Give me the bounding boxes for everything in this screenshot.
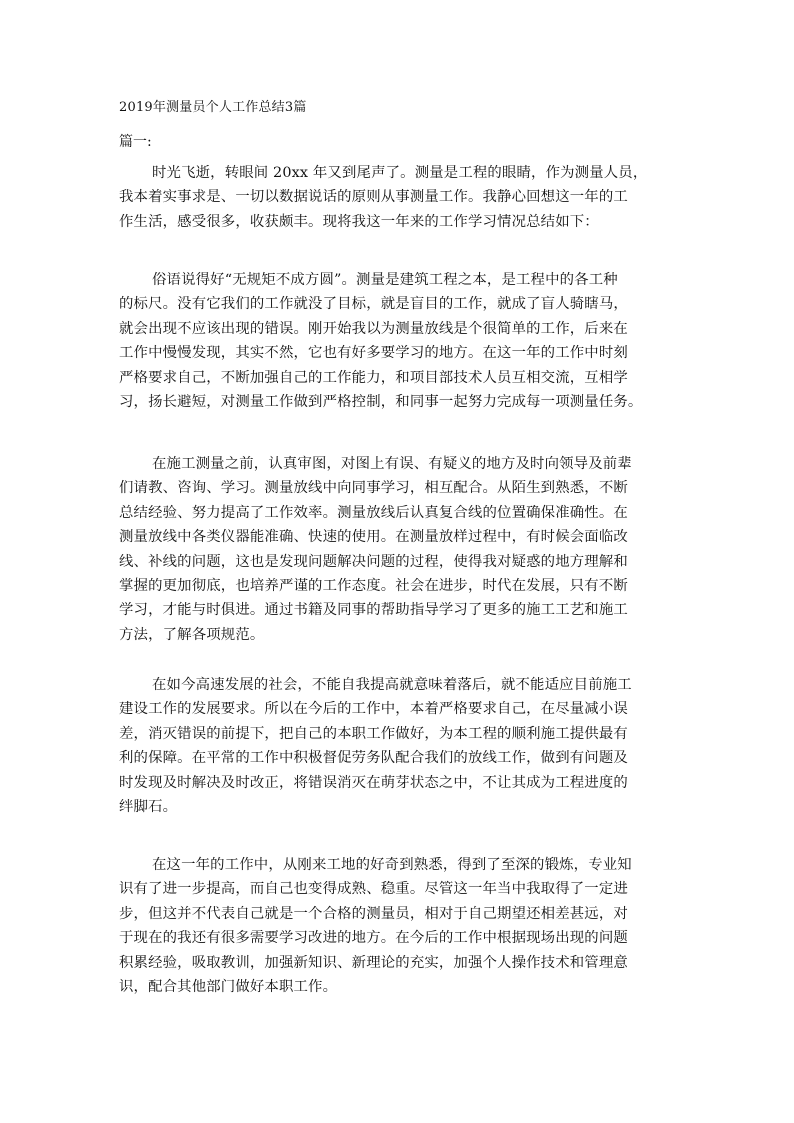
paragraph-line: 利的保障。在平常的工作中积极督促劳务队配合我们的放线工作，做到有问题及 [119, 750, 628, 767]
paragraph-line: 掌握的更加彻底，也培养严谨的工作态度。社会在进步，时代在发展，只有不断 [119, 578, 628, 595]
paragraph-line: 就会出现不应该出现的错误。刚开始我以为测量放线是个很简单的工作，后来在 [119, 320, 628, 337]
paragraph [119, 673, 679, 819]
paragraph [119, 268, 679, 414]
paragraph-line: 们请教、咨询、学习。测量放线中向同事学习，相互配合。从陌生到熟悉，不断 [119, 480, 628, 497]
paragraph-line: 的标尺。没有它我们的工作就没了目标，就是盲目的工作，就成了盲人骑瞎马， [119, 296, 628, 313]
paragraph-line: 工作中慢慢发现，其实不然，它也有好多要学习的地方。在这一年的工作中时刻 [119, 345, 628, 362]
paragraph-line: 作生活，感受很多，收获颇丰。现将我这一年来的工作学习情况总结如下： [119, 213, 599, 230]
paragraph [119, 452, 679, 647]
paragraph-line: 总结经验、努力提高了工作效率。测量放线后认真复合线的位置确保准确性。在 [119, 504, 628, 521]
paragraph-line: 于现在的我还有很多需要学习改进的地方。在今后的工作中根据现场出现的问题 [119, 930, 628, 947]
paragraph-line: 学习，才能与时俱进。通过书籍及同事的帮助指导学习了更多的施工工艺和施工 [119, 602, 628, 619]
document-title: 2019年测量员个人工作总结3篇 [119, 100, 307, 115]
paragraph [119, 853, 679, 999]
paragraph-line: 绊脚石。 [119, 799, 178, 816]
paragraph-line: 建设工作的发展要求。所以在今后的工作中，本着严格要求自己，在尽量减小误 [119, 701, 628, 718]
paragraph-line: 在施工测量之前，认真审图，对图上有误、有疑义的地方及时向领导及前辈 [152, 456, 632, 472]
paragraph-line: 俗语说得好“无规矩不成方圆”。测量是建筑工程之本，是工程中的各工种 [152, 272, 618, 288]
section-label: 篇一: [119, 134, 152, 150]
paragraph-line: 在如今高速发展的社会，不能自我提高就意味着落后，就不能适应目前施工 [152, 677, 632, 693]
paragraph-line: 识有了进一步提高，而自己也变得成熟、稳重。尽管这一年当中我取得了一定进 [119, 881, 628, 898]
paragraph [119, 161, 679, 234]
paragraph-line: 差，消灭错误的前提下，把自己的本职工作做好，为本工程的顺利施工提供最有 [119, 725, 628, 742]
paragraph-line: 测量放线中各类仪器能准确、快速的使用。在测量放样过程中，有时候会面临改 [119, 529, 628, 546]
paragraph-line: 时发现及时解决及时改正，将错误消灭在萌芽状态之中，不让其成为工程进度的 [119, 774, 628, 791]
paragraph-line: 严格要求自己，不断加强自己的工作能力，和项目部技术人员互相交流，互相学 [119, 369, 628, 386]
paragraph-line: 方法，了解各项规范。 [119, 626, 265, 643]
paragraph-line: 积累经验，吸取教训，加强新知识、新理论的充实，加强个人操作技术和管理意 [119, 954, 628, 971]
paragraph-line: 在这一年的工作中，从刚来工地的好奇到熟悉，得到了至深的锻炼，专业知 [152, 857, 632, 873]
paragraph-line: 时光飞逝，转眼间 20xx 年又到尾声了。测量是工程的眼睛，作为测量人员， [152, 165, 648, 181]
paragraph-line: 步，但这并不代表自己就是一个合格的测量员，相对于自己期望还相差甚远，对 [119, 905, 628, 922]
paragraph-line: 习，扬长避短，对测量工作做到严格控制，和同事一起努力完成每一项测量任务。 [119, 394, 643, 411]
paragraph-line: 我本着实事求是、一切以数据说话的原则从事测量工作。我静心回想这一年的工 [119, 189, 628, 206]
paragraph-line: 识，配合其他部门做好本职工作。 [119, 979, 338, 996]
paragraph-line: 线、补线的问题，这也是发现问题解决问题的过程，使得我对疑惑的地方理解和 [119, 553, 628, 570]
